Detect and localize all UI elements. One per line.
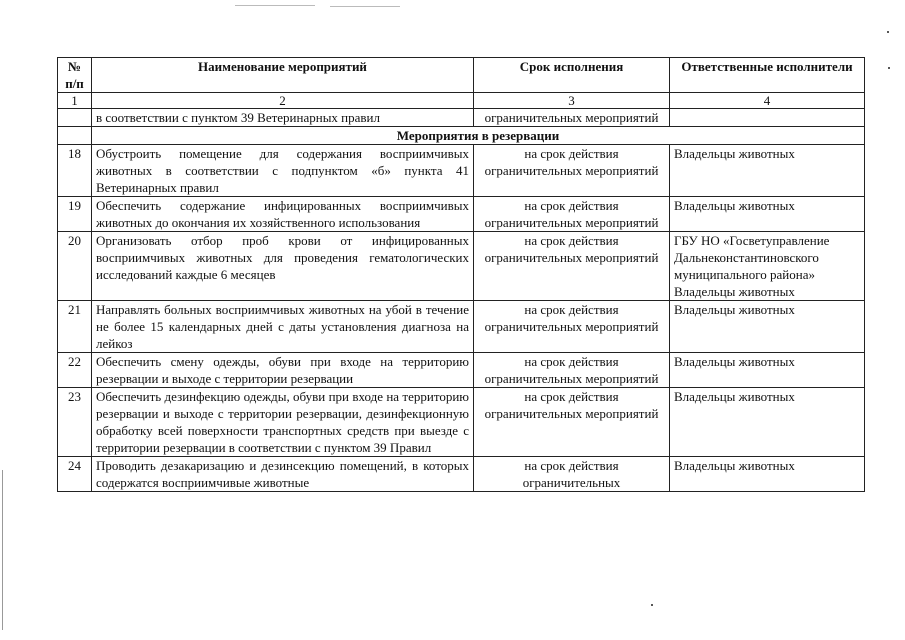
measure-name: Организовать отбор проб крови от инфицированных восприимчивых животных для проведения гематологических исследований каждые 6 месяцев — [92, 232, 474, 301]
measure-name: Обеспечить содержание инфицированных восприимчивых животных до окончания их хозяйственного использования — [92, 197, 474, 232]
measure-term: на срок действия ограничительных мероприятий — [474, 301, 670, 353]
row-number: 19 — [58, 197, 92, 232]
table-row — [58, 197, 865, 232]
section-title: Мероприятия в резервации — [92, 127, 865, 145]
index-cell: 4 — [670, 93, 865, 109]
header-term: Срок исполнения — [474, 58, 670, 93]
measure-responsible: Владельцы животных — [670, 353, 865, 388]
row-number — [58, 109, 92, 127]
row-number: 24 — [58, 457, 92, 492]
measure-responsible: Владельцы животных — [670, 197, 865, 232]
header-row — [58, 58, 865, 93]
section-num-cell — [58, 127, 92, 145]
scan-speck — [651, 604, 653, 606]
measure-term: на срок действия ограничительных мероприятий — [474, 232, 670, 301]
measure-rows — [58, 145, 865, 492]
measure-name: Проводить дезакаризацию и дезинсекцию помещений, в которых содержатся восприимчивые животные — [92, 457, 474, 492]
measure-term: ограничительных мероприятий — [474, 109, 670, 127]
row-number: 22 — [58, 353, 92, 388]
table-row — [58, 457, 865, 492]
scan-edge-mark — [2, 470, 3, 630]
measure-term: на срок действия ограничительных мероприятий — [474, 353, 670, 388]
header-num: № п/п — [58, 58, 92, 93]
measure-name: в соответствии с пунктом 39 Ветеринарных правил — [92, 109, 474, 127]
scan-artifact — [330, 6, 400, 7]
scan-speck — [887, 31, 889, 33]
measure-name: Обеспечить смену одежды, обуви при входе на территорию резервации и выходе с территории резервации — [92, 353, 474, 388]
index-cell: 3 — [474, 93, 670, 109]
table-row — [58, 145, 865, 197]
measure-responsible — [670, 109, 865, 127]
measure-term: на срок действия ограничительных мероприятий — [474, 197, 670, 232]
scan-speck — [888, 67, 890, 69]
measure-name: Направлять больных восприимчивых животных на убой в течение не более 15 календарных дней с даты установления диагноза на лейкоз — [92, 301, 474, 353]
measure-responsible: Владельцы животных — [670, 301, 865, 353]
header-resp: Ответственные исполнители — [670, 58, 865, 93]
column-index-row — [58, 93, 865, 109]
table-row — [58, 232, 865, 301]
measure-term: на срок действия ограничительных мероприятий — [474, 145, 670, 197]
table-row — [58, 301, 865, 353]
row-number: 20 — [58, 232, 92, 301]
index-cell: 1 — [58, 93, 92, 109]
measure-responsible: Владельцы животных — [670, 145, 865, 197]
index-cell: 2 — [92, 93, 474, 109]
measure-term: на срок действия ограничительных мероприятий — [474, 388, 670, 457]
measure-responsible: ГБУ НО «Госветуправление Дальнеконстантиновского муниципального района» Владельцы животных — [670, 232, 865, 301]
table-row — [58, 388, 865, 457]
row-number: 21 — [58, 301, 92, 353]
measures-table — [57, 57, 865, 492]
section-row — [58, 127, 865, 145]
measure-responsible: Владельцы животных — [670, 388, 865, 457]
measure-name: Обустроить помещение для содержания восприимчивых животных в соответствии с подпунктом «б» пункта 41 Ветеринарных правил — [92, 145, 474, 197]
measure-term: на срок действия ограничительных — [474, 457, 670, 492]
measure-responsible: Владельцы животных — [670, 457, 865, 492]
table-row — [58, 353, 865, 388]
row-number: 23 — [58, 388, 92, 457]
measure-name: Обеспечить дезинфекцию одежды, обуви при входе на территорию резервации и выходе с территории резервации, дезинфекционную обработку всей поверхности транспортных средств при выезде с территории резервации в соответствии с пунктом 39 Правил — [92, 388, 474, 457]
header-name: Наименование мероприятий — [92, 58, 474, 93]
row-number: 18 — [58, 145, 92, 197]
continuation-row — [58, 109, 865, 127]
scan-artifact — [235, 5, 315, 6]
